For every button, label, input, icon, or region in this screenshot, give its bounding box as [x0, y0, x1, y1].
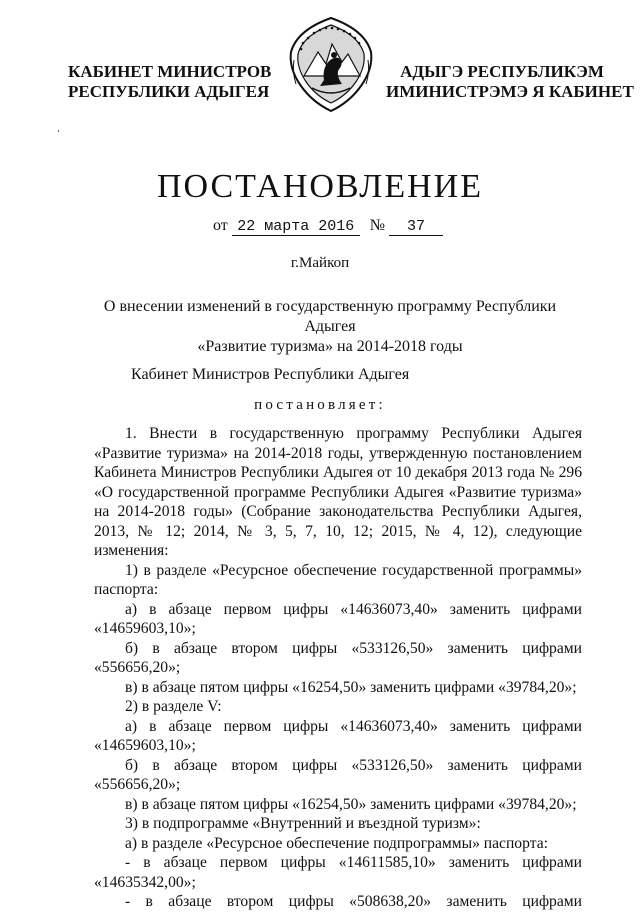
decree-word: постановляет: [254, 397, 386, 413]
date-number-line [213, 217, 443, 236]
subject-line1: О внесении изменений в государственную программу Республики Адыгея [103, 298, 557, 335]
document-number: 37 [389, 218, 443, 236]
paragraph-7: а) в абзаце первом цифры «14636073,40» заменить цифрами «14659603,10»; [94, 717, 582, 754]
document-title: ПОСТАНОВЛЕНИЕ [156, 168, 484, 205]
date-from-label: от [213, 217, 228, 234]
paragraph-3: а) в абзаце первом цифры «14636073,40» заменить цифрами «14659603,10»; [94, 600, 582, 637]
paragraph-8: б) в абзаце втором цифры «533126,50» заменить цифрами «556656,20»; [94, 756, 582, 793]
paragraph-6: 2) в разделе V: [125, 698, 222, 715]
paragraph-2: 1) в разделе «Ресурсное обеспечение государственной программы» паспорта: [94, 561, 582, 598]
header-right [386, 62, 634, 102]
document-body [94, 424, 582, 912]
header-left-line2: РЕСПУБЛИКИ АДЫГЕЯ [68, 82, 270, 101]
city: г.Майкоп [290, 255, 350, 271]
document-date: 22 марта 2016 [232, 218, 360, 236]
header-left [68, 62, 272, 102]
coat-of-arms-emblem [276, 14, 386, 116]
issuing-body: Кабинет Министров Республики Адыгея [131, 366, 410, 383]
header-right-line1: АДЫГЭ РЕСПУБЛИКЭМ [400, 62, 604, 81]
scan-speck [58, 130, 59, 132]
document-subject [80, 297, 580, 357]
paragraph-4: б) в абзаце втором цифры «533126,50» заменить цифрами «556656,20»; [94, 639, 582, 676]
header-left-line1: КАБИНЕТ МИНИСТРОВ [68, 62, 272, 81]
paragraph-11: а) в разделе «Ресурсное обеспечение подпрограммы» паспорта: [125, 834, 548, 852]
document-number-label: № [369, 217, 386, 234]
header-right-line2: ИМИНИСТРЭМЭ Я КАБИНЕТ [386, 82, 634, 101]
paragraph-5: в) в абзаце пятом цифры «16254,50» заменить цифрами «39784,20»; [125, 678, 577, 696]
paragraph-9: в) в абзаце пятом цифры «16254,50» заменить цифрами «39784,20»; [125, 795, 577, 813]
paragraph-1: 1. Внести в государственную программу Республики Адыгея «Развитие туризма» на 2014-2018 годы, утвержденную постановлением Кабинета Министров Республики Адыгея от 10 декабря 2013 года № 296 «О государственной программе Республики Адыгея «Развитие туризма» на 2014-2018 годы» (Собрание законодательства Республики Адыгея, 2013, № 12; 2014, № 3, 5, 7, 10, 12; 2015, № 4, 12), следующие изменения: [94, 425, 582, 559]
paragraph-13: - в абзаце втором цифры «508638,20» заменить цифрами [125, 893, 582, 910]
paragraph-12: - в абзаце первом цифры «14611585,10» заменить цифрами «14635342,00»; [94, 854, 582, 891]
subject-line2: «Развитие туризма» на 2014-2018 годы [197, 338, 463, 355]
paragraph-10: 3) в подпрограмме «Внутренний и въездной туризм»: [125, 815, 481, 832]
